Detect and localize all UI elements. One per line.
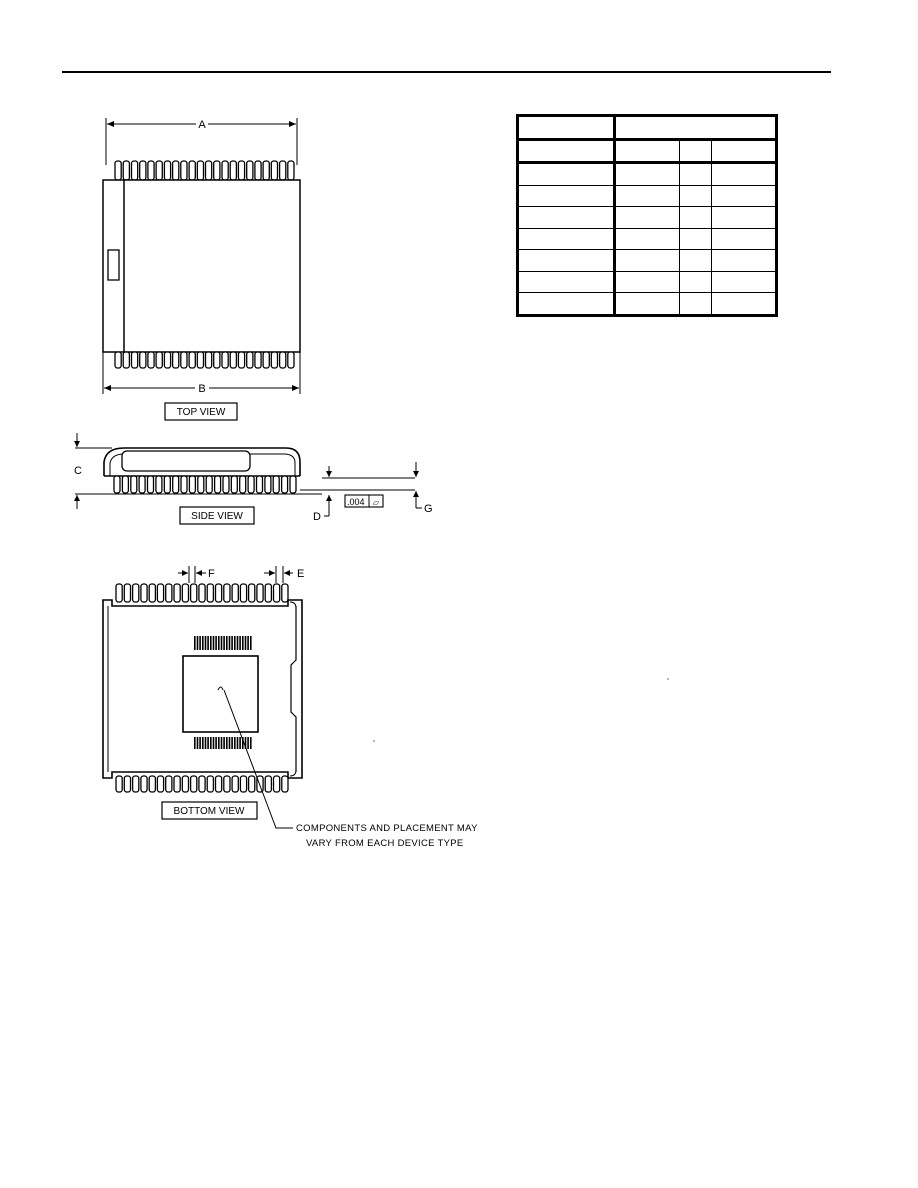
- lead: [182, 776, 188, 792]
- bond-pad: [199, 737, 201, 749]
- lead: [224, 584, 230, 602]
- lead: [247, 161, 253, 180]
- bond-pad: [215, 636, 217, 650]
- table-cell: [615, 163, 680, 186]
- bond-pad: [202, 636, 204, 650]
- lead: [232, 776, 238, 792]
- flatness-icon: ⏥: [372, 498, 380, 507]
- table-cell: [679, 163, 711, 186]
- lead: [255, 352, 261, 368]
- lead: [230, 161, 236, 180]
- side-component: [122, 451, 250, 471]
- table-cell: [712, 163, 777, 186]
- lead: [148, 476, 154, 493]
- lead: [164, 476, 170, 493]
- lead: [240, 476, 246, 493]
- dim-b-label: B: [198, 383, 206, 395]
- table-cell: [615, 139, 680, 163]
- dim-g-label: G: [424, 503, 433, 515]
- lead: [271, 352, 277, 368]
- bond-pad: [231, 636, 233, 650]
- dim-f-label: F: [208, 568, 215, 580]
- table-row: [518, 185, 777, 207]
- side-view: [74, 433, 433, 524]
- lead: [222, 161, 228, 180]
- lead: [214, 161, 220, 180]
- lead: [116, 584, 122, 602]
- table-cell: [679, 250, 711, 272]
- lead: [206, 161, 212, 180]
- tolerance-value: .004: [347, 497, 365, 507]
- lead: [173, 352, 179, 368]
- table-cell: [615, 185, 680, 207]
- lead: [271, 161, 277, 180]
- dim-d-label: D: [313, 511, 321, 523]
- lead: [149, 776, 155, 792]
- bond-pad: [202, 737, 204, 749]
- bond-pad: [221, 737, 223, 749]
- lead: [141, 776, 147, 792]
- lead: [181, 476, 187, 493]
- lead: [197, 352, 203, 368]
- table-cell: [679, 228, 711, 250]
- bond-pad: [247, 636, 249, 650]
- lead: [248, 476, 254, 493]
- lead: [274, 776, 280, 792]
- table-cell: [679, 293, 711, 316]
- lead: [240, 584, 246, 602]
- lead: [115, 352, 121, 368]
- lead: [132, 161, 138, 180]
- bond-pad: [207, 636, 209, 650]
- lead: [197, 161, 203, 180]
- lead: [215, 476, 221, 493]
- lead: [216, 584, 222, 602]
- lead: [230, 352, 236, 368]
- table-row: [518, 228, 777, 250]
- table-row: [518, 163, 777, 186]
- table-row: [518, 207, 777, 229]
- table-cell: [712, 139, 777, 163]
- lead: [240, 776, 246, 792]
- placement-note-line2: VARY FROM EACH DEVICE TYPE: [306, 838, 464, 849]
- lead: [238, 352, 244, 368]
- table-cell: [615, 293, 680, 316]
- bond-pad: [250, 636, 252, 650]
- lead: [182, 584, 188, 602]
- lead: [199, 584, 205, 602]
- table-cell: [679, 139, 711, 163]
- bond-pad: [234, 737, 236, 749]
- lead: [223, 476, 229, 493]
- bond-pad: [218, 737, 220, 749]
- lead: [231, 476, 237, 493]
- bond-pad: [247, 737, 249, 749]
- lead: [189, 476, 195, 493]
- table-cell: [518, 293, 615, 316]
- lead: [206, 476, 212, 493]
- bond-pad: [237, 636, 239, 650]
- bond-pad: [245, 636, 247, 650]
- lead: [280, 352, 286, 368]
- table-cell: [712, 271, 777, 293]
- table-cell: [518, 116, 615, 140]
- lead: [189, 161, 195, 180]
- lead: [131, 476, 137, 493]
- table-cell: [679, 271, 711, 293]
- lead: [265, 584, 271, 602]
- lead: [222, 352, 228, 368]
- side-view-title: SIDE VIEW: [191, 511, 243, 522]
- bond-pad: [207, 737, 209, 749]
- bond-pad: [239, 737, 241, 749]
- table-cell: [518, 139, 615, 163]
- bond-pad: [199, 636, 201, 650]
- pin1-marker: [108, 250, 119, 280]
- table-header-row: [518, 116, 777, 140]
- dim-c-label: C: [74, 465, 82, 477]
- lead: [148, 352, 154, 368]
- bond-pad: [205, 737, 207, 749]
- bond-pad: [229, 636, 231, 650]
- bond-pad: [237, 737, 239, 749]
- lead: [274, 584, 280, 602]
- lead: [140, 352, 146, 368]
- lead: [282, 584, 288, 602]
- lead: [238, 161, 244, 180]
- dimension-table: [516, 114, 778, 317]
- lead: [123, 352, 129, 368]
- bond-pad: [218, 636, 220, 650]
- lead: [173, 476, 179, 493]
- table-cell: [712, 228, 777, 250]
- lead: [273, 476, 279, 493]
- lead: [232, 584, 238, 602]
- bond-pad: [242, 636, 244, 650]
- bottom-view-bottom-leads: [116, 776, 288, 792]
- lead: [166, 776, 172, 792]
- lead: [133, 584, 139, 602]
- lead: [123, 161, 129, 180]
- table-cell: [518, 207, 615, 229]
- bond-pad: [197, 636, 199, 650]
- lead: [124, 776, 130, 792]
- lead: [157, 584, 163, 602]
- table-cell: [679, 207, 711, 229]
- lead: [207, 584, 213, 602]
- top-view-title: TOP VIEW: [176, 407, 226, 418]
- table-cell: [615, 271, 680, 293]
- lead: [280, 161, 286, 180]
- lead: [224, 776, 230, 792]
- lead: [166, 584, 172, 602]
- lead: [139, 476, 145, 493]
- lead: [257, 476, 263, 493]
- lead: [290, 476, 296, 493]
- lead: [198, 476, 204, 493]
- bottom-view: [103, 566, 478, 849]
- dim-a-label: A: [198, 119, 206, 131]
- bond-pad: [197, 737, 199, 749]
- table-cell: [615, 116, 777, 140]
- lead: [133, 776, 139, 792]
- dim-e-label: E: [297, 568, 305, 580]
- bond-pad: [223, 636, 225, 650]
- placement-note-line1: COMPONENTS AND PLACEMENT MAY: [296, 823, 478, 834]
- lead: [189, 352, 195, 368]
- lead: [191, 776, 197, 792]
- table-subheader-row: [518, 139, 777, 163]
- lead: [288, 161, 294, 180]
- table-row: [518, 293, 777, 316]
- table-cell: [679, 185, 711, 207]
- bond-pad: [213, 737, 215, 749]
- lead: [263, 352, 269, 368]
- lead: [255, 161, 261, 180]
- lead: [249, 776, 255, 792]
- bond-pad: [210, 737, 212, 749]
- lead: [207, 776, 213, 792]
- bond-pad: [221, 636, 223, 650]
- bond-pad: [231, 737, 233, 749]
- lead: [141, 584, 147, 602]
- lead: [116, 776, 122, 792]
- table-cell: [712, 293, 777, 316]
- table-cell: [518, 228, 615, 250]
- bond-pad: [239, 636, 241, 650]
- bond-pad: [234, 636, 236, 650]
- bond-pad: [223, 737, 225, 749]
- table-cell: [518, 250, 615, 272]
- bond-pad: [226, 737, 228, 749]
- lead: [156, 352, 162, 368]
- lead: [164, 161, 170, 180]
- bottom-lead-row: [115, 352, 294, 368]
- lead: [282, 776, 288, 792]
- table-cell: [518, 185, 615, 207]
- bottom-view-title: BOTTOM VIEW: [173, 806, 245, 817]
- lead: [249, 584, 255, 602]
- table-cell: [615, 250, 680, 272]
- bond-pad: [229, 737, 231, 749]
- side-lead-row: [114, 476, 296, 493]
- lead: [114, 476, 120, 493]
- bond-pad: [205, 636, 207, 650]
- lead: [265, 776, 271, 792]
- top-lead-row: [115, 161, 294, 180]
- lead: [282, 476, 288, 493]
- table-cell: [712, 207, 777, 229]
- lead: [149, 584, 155, 602]
- lead: [174, 776, 180, 792]
- bond-pad: [213, 636, 215, 650]
- lead: [206, 352, 212, 368]
- lead: [173, 161, 179, 180]
- lead: [124, 584, 130, 602]
- lead: [156, 161, 162, 180]
- lead: [148, 161, 154, 180]
- table-cell: [518, 163, 615, 186]
- lead: [181, 161, 187, 180]
- lead: [263, 161, 269, 180]
- lead: [181, 352, 187, 368]
- lead: [199, 776, 205, 792]
- lead: [216, 776, 222, 792]
- bond-pad: [215, 737, 217, 749]
- bond-pad: [226, 636, 228, 650]
- lead: [115, 161, 121, 180]
- lead: [288, 352, 294, 368]
- lead: [265, 476, 271, 493]
- package-body: [103, 180, 300, 352]
- bond-pad: [194, 636, 196, 650]
- table-cell: [712, 185, 777, 207]
- lead: [132, 352, 138, 368]
- lead: [156, 476, 162, 493]
- bond-pad: [210, 636, 212, 650]
- lead: [247, 352, 253, 368]
- bond-pad: [194, 737, 196, 749]
- lead: [122, 476, 128, 493]
- lead: [164, 352, 170, 368]
- lead: [174, 584, 180, 602]
- table-cell: [518, 271, 615, 293]
- table-cell: [615, 207, 680, 229]
- table-cell: [615, 228, 680, 250]
- lead: [157, 776, 163, 792]
- bond-pad: [250, 737, 252, 749]
- lead: [140, 161, 146, 180]
- table-row: [518, 271, 777, 293]
- lead: [214, 352, 220, 368]
- table-row: [518, 250, 777, 272]
- bottom-view-top-leads: [116, 584, 288, 602]
- lead: [257, 584, 263, 602]
- top-view: [103, 118, 300, 420]
- lead: [191, 584, 197, 602]
- table-cell: [712, 250, 777, 272]
- die-area: [183, 656, 258, 732]
